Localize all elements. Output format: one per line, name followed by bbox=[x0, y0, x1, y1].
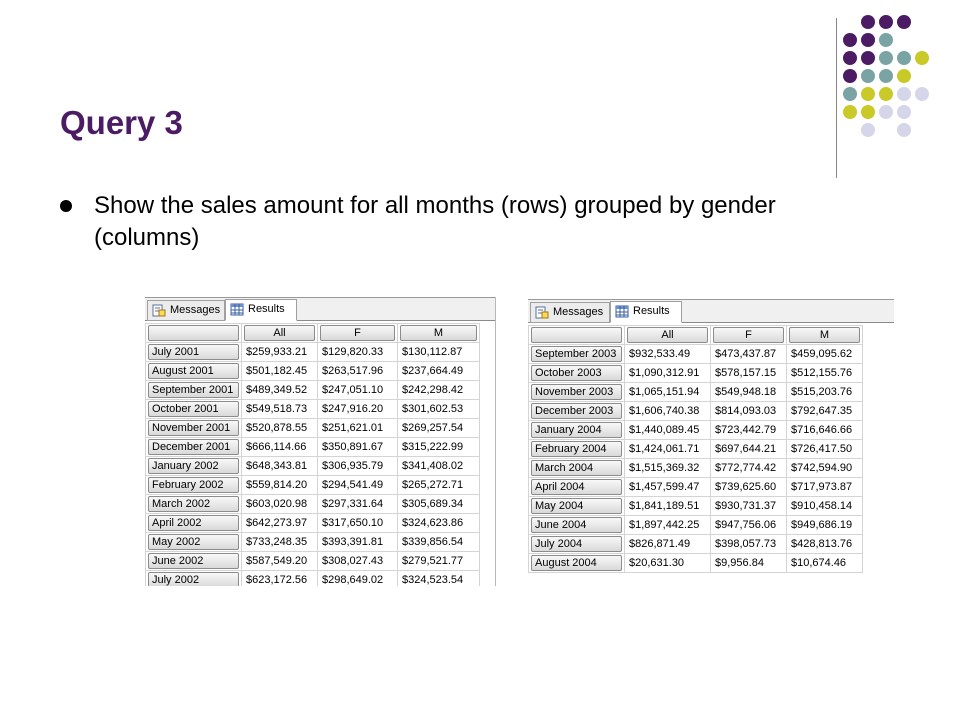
value-cell[interactable]: $237,664.49 bbox=[398, 362, 480, 381]
decorative-dot bbox=[843, 87, 857, 101]
value-cell[interactable]: $306,935.79 bbox=[318, 457, 398, 476]
row-header[interactable]: September 2001 bbox=[148, 382, 239, 398]
value-cell[interactable]: $772,774.42 bbox=[711, 459, 787, 478]
table-row bbox=[146, 571, 480, 587]
header-row bbox=[146, 324, 480, 343]
value-cell[interactable]: $930,731.37 bbox=[711, 497, 787, 516]
table-row bbox=[146, 438, 480, 457]
value-cell[interactable]: $1,515,369.32 bbox=[625, 459, 711, 478]
decorative-vertical-line bbox=[836, 18, 837, 178]
row-header[interactable]: May 2002 bbox=[148, 534, 239, 550]
value-cell[interactable]: $247,051.10 bbox=[318, 381, 398, 400]
value-cell[interactable]: $9,956.84 bbox=[711, 554, 787, 573]
value-cell[interactable]: $642,273.97 bbox=[242, 514, 318, 533]
row-header-cell bbox=[529, 478, 625, 497]
row-header-cell bbox=[529, 459, 625, 478]
corner-header bbox=[529, 326, 625, 345]
table-row bbox=[529, 421, 863, 440]
value-cell[interactable]: $512,155.76 bbox=[787, 364, 863, 383]
table-row bbox=[529, 364, 863, 383]
left-results-panel bbox=[145, 297, 496, 586]
value-cell[interactable]: $263,517.96 bbox=[318, 362, 398, 381]
row-header[interactable]: December 2003 bbox=[531, 403, 622, 419]
bullet-text: Show the sales amount for all months (rows) grouped by gender (columns) bbox=[94, 192, 776, 251]
value-cell[interactable]: $305,689.34 bbox=[398, 495, 480, 514]
value-cell[interactable]: $297,331.64 bbox=[318, 495, 398, 514]
panel-border bbox=[495, 297, 496, 586]
row-header[interactable]: January 2002 bbox=[148, 458, 239, 474]
row-header[interactable]: August 2004 bbox=[531, 555, 622, 571]
column-header-cell bbox=[625, 326, 711, 345]
row-header[interactable]: July 2004 bbox=[531, 536, 622, 552]
value-cell[interactable]: $20,631.30 bbox=[625, 554, 711, 573]
value-cell[interactable]: $697,644.21 bbox=[711, 440, 787, 459]
column-header-cell bbox=[398, 324, 480, 343]
decorative-dot bbox=[897, 87, 911, 101]
row-header-cell bbox=[529, 535, 625, 554]
value-cell[interactable]: $324,623.86 bbox=[398, 514, 480, 533]
row-header[interactable]: August 2001 bbox=[148, 363, 239, 379]
decorative-dot bbox=[897, 69, 911, 83]
row-header[interactable]: June 2002 bbox=[148, 553, 239, 569]
row-header-cell bbox=[529, 383, 625, 402]
table-row bbox=[529, 383, 863, 402]
value-cell[interactable]: $726,417.50 bbox=[787, 440, 863, 459]
value-cell[interactable]: $578,157.15 bbox=[711, 364, 787, 383]
row-header-cell bbox=[146, 381, 242, 400]
value-cell[interactable]: $826,871.49 bbox=[625, 535, 711, 554]
row-header[interactable]: April 2002 bbox=[148, 515, 239, 531]
corner-header-button[interactable] bbox=[531, 327, 622, 343]
tab-messages-label: Messages bbox=[170, 304, 221, 316]
row-header-cell bbox=[146, 362, 242, 381]
row-header[interactable]: March 2002 bbox=[148, 496, 239, 512]
value-cell[interactable]: $949,686.19 bbox=[787, 516, 863, 535]
decorative-dot bbox=[879, 87, 893, 101]
decorative-dot bbox=[843, 51, 857, 65]
table-row bbox=[529, 402, 863, 421]
value-cell[interactable]: $792,647.35 bbox=[787, 402, 863, 421]
tab-messages[interactable] bbox=[147, 300, 225, 321]
value-cell[interactable]: $559,814.20 bbox=[242, 476, 318, 495]
value-cell[interactable]: $587,549.20 bbox=[242, 552, 318, 571]
row-header-cell bbox=[529, 497, 625, 516]
value-cell[interactable]: $393,391.81 bbox=[318, 533, 398, 552]
value-cell[interactable]: $398,057.73 bbox=[711, 535, 787, 554]
value-cell[interactable]: $129,820.33 bbox=[318, 343, 398, 362]
table-row bbox=[146, 533, 480, 552]
decorative-dot bbox=[861, 15, 875, 29]
row-header-cell bbox=[529, 345, 625, 364]
value-cell[interactable]: $350,891.67 bbox=[318, 438, 398, 457]
column-header-cell bbox=[787, 326, 863, 345]
messages-icon bbox=[152, 304, 166, 317]
value-cell[interactable]: $739,625.60 bbox=[711, 478, 787, 497]
tab-results-label: Results bbox=[633, 305, 670, 317]
decorative-dot bbox=[861, 123, 875, 137]
value-cell[interactable]: $910,458.14 bbox=[787, 497, 863, 516]
table-row bbox=[529, 440, 863, 459]
value-cell[interactable]: $279,521.77 bbox=[398, 552, 480, 571]
decorative-dot bbox=[879, 15, 893, 29]
table-row bbox=[146, 362, 480, 381]
row-header-cell bbox=[529, 554, 625, 573]
decorative-dot bbox=[861, 33, 875, 47]
table-row bbox=[529, 535, 863, 554]
value-cell[interactable]: $294,541.49 bbox=[318, 476, 398, 495]
row-header[interactable]: June 2004 bbox=[531, 517, 622, 533]
decorative-dot bbox=[861, 51, 875, 65]
value-cell[interactable]: $648,343.81 bbox=[242, 457, 318, 476]
table-row bbox=[529, 554, 863, 573]
value-cell[interactable]: $1,440,089.45 bbox=[625, 421, 711, 440]
decorative-dot bbox=[897, 51, 911, 65]
tab-strip bbox=[528, 300, 894, 323]
value-cell[interactable]: $549,518.73 bbox=[242, 400, 318, 419]
decorative-dot bbox=[879, 51, 893, 65]
results-grid-icon bbox=[230, 303, 244, 316]
table-row bbox=[146, 514, 480, 533]
table-row bbox=[146, 457, 480, 476]
row-header[interactable]: December 2001 bbox=[148, 439, 239, 455]
row-header-cell bbox=[146, 438, 242, 457]
decorative-dot bbox=[861, 69, 875, 83]
decorative-dot bbox=[843, 69, 857, 83]
value-cell[interactable]: $247,916.20 bbox=[318, 400, 398, 419]
value-cell[interactable]: $520,878.55 bbox=[242, 419, 318, 438]
value-cell[interactable]: $1,090,312.91 bbox=[625, 364, 711, 383]
decorative-dot bbox=[897, 15, 911, 29]
value-cell[interactable]: $428,813.76 bbox=[787, 535, 863, 554]
column-header-f[interactable]: F bbox=[713, 327, 784, 343]
row-header[interactable]: July 2002 bbox=[148, 572, 239, 586]
column-header-all[interactable]: All bbox=[244, 325, 315, 341]
value-cell[interactable]: $742,594.90 bbox=[787, 459, 863, 478]
value-cell[interactable]: $515,203.76 bbox=[787, 383, 863, 402]
right-results-panel bbox=[528, 299, 894, 586]
row-header-cell bbox=[146, 419, 242, 438]
value-cell[interactable]: $259,933.21 bbox=[242, 343, 318, 362]
row-header-cell bbox=[529, 421, 625, 440]
row-header[interactable]: February 2002 bbox=[148, 477, 239, 493]
row-header-cell bbox=[146, 476, 242, 495]
column-header-cell bbox=[318, 324, 398, 343]
row-header-cell bbox=[146, 457, 242, 476]
value-cell[interactable]: $339,856.54 bbox=[398, 533, 480, 552]
results-grid-icon bbox=[615, 305, 629, 318]
table-row bbox=[146, 495, 480, 514]
value-cell[interactable]: $1,065,151.94 bbox=[625, 383, 711, 402]
tab-results-label: Results bbox=[248, 303, 285, 315]
row-header[interactable]: July 2001 bbox=[148, 344, 239, 360]
table-row bbox=[146, 552, 480, 571]
table-row bbox=[146, 381, 480, 400]
row-header-cell bbox=[529, 440, 625, 459]
decorative-dot bbox=[879, 105, 893, 119]
decorative-dot bbox=[879, 33, 893, 47]
results-grid bbox=[528, 325, 863, 573]
row-header-cell bbox=[146, 343, 242, 362]
decorative-dot bbox=[879, 69, 893, 83]
row-header[interactable]: November 2001 bbox=[148, 420, 239, 436]
row-header[interactable]: May 2004 bbox=[531, 498, 622, 514]
value-cell[interactable]: $814,093.03 bbox=[711, 402, 787, 421]
column-header-cell bbox=[242, 324, 318, 343]
results-grid bbox=[145, 323, 480, 586]
value-cell[interactable]: $473,437.87 bbox=[711, 345, 787, 364]
value-cell[interactable]: $716,646.66 bbox=[787, 421, 863, 440]
value-cell[interactable]: $315,222.99 bbox=[398, 438, 480, 457]
value-cell[interactable]: $489,349.52 bbox=[242, 381, 318, 400]
value-cell[interactable]: $1,606,740.38 bbox=[625, 402, 711, 421]
table-row bbox=[529, 516, 863, 535]
slide-title: Query 3 bbox=[60, 104, 183, 141]
table-row bbox=[146, 419, 480, 438]
messages-icon bbox=[535, 306, 549, 319]
value-cell[interactable]: $501,182.45 bbox=[242, 362, 318, 381]
value-cell[interactable]: $1,457,599.47 bbox=[625, 478, 711, 497]
column-header-m[interactable]: M bbox=[789, 327, 860, 343]
value-cell[interactable]: $130,112.87 bbox=[398, 343, 480, 362]
value-cell[interactable]: $317,650.10 bbox=[318, 514, 398, 533]
value-cell[interactable]: $269,257.54 bbox=[398, 419, 480, 438]
tab-strip bbox=[145, 298, 496, 321]
row-header-cell bbox=[146, 571, 242, 587]
row-header-cell bbox=[146, 533, 242, 552]
bullet-dot-icon bbox=[60, 200, 72, 212]
row-header[interactable]: November 2003 bbox=[531, 384, 622, 400]
row-header[interactable]: February 2004 bbox=[531, 441, 622, 457]
corner-header-button[interactable] bbox=[148, 325, 239, 341]
column-header-m[interactable]: M bbox=[400, 325, 477, 341]
value-cell[interactable]: $932,533.49 bbox=[625, 345, 711, 364]
value-cell[interactable]: $1,841,189.51 bbox=[625, 497, 711, 516]
row-header[interactable]: April 2004 bbox=[531, 479, 622, 495]
decorative-dot bbox=[915, 87, 929, 101]
row-header-cell bbox=[146, 400, 242, 419]
value-cell[interactable]: $308,027.43 bbox=[318, 552, 398, 571]
value-cell[interactable]: $666,114.66 bbox=[242, 438, 318, 457]
corner-header bbox=[146, 324, 242, 343]
value-cell[interactable]: $265,272.71 bbox=[398, 476, 480, 495]
table-row bbox=[146, 476, 480, 495]
row-header[interactable]: January 2004 bbox=[531, 422, 622, 438]
decorative-dot bbox=[897, 105, 911, 119]
value-cell[interactable]: $324,523.54 bbox=[398, 571, 480, 587]
column-header-f[interactable]: F bbox=[320, 325, 395, 341]
value-cell[interactable]: $947,756.06 bbox=[711, 516, 787, 535]
decorative-dot-cluster bbox=[820, 10, 950, 160]
value-cell[interactable]: $549,948.18 bbox=[711, 383, 787, 402]
value-cell[interactable]: $717,973.87 bbox=[787, 478, 863, 497]
row-header-cell bbox=[146, 495, 242, 514]
table-row bbox=[529, 478, 863, 497]
table-row bbox=[529, 459, 863, 478]
value-cell[interactable]: $251,621.01 bbox=[318, 419, 398, 438]
value-cell[interactable]: $733,248.35 bbox=[242, 533, 318, 552]
row-header[interactable]: October 2001 bbox=[148, 401, 239, 417]
table-row bbox=[529, 497, 863, 516]
tab-messages[interactable] bbox=[530, 302, 610, 323]
value-cell[interactable]: $10,674.46 bbox=[787, 554, 863, 573]
row-header-cell bbox=[529, 516, 625, 535]
row-header[interactable]: March 2004 bbox=[531, 460, 622, 476]
tab-messages-label: Messages bbox=[553, 306, 604, 318]
tab-results[interactable] bbox=[225, 299, 297, 321]
value-cell[interactable]: $723,442.79 bbox=[711, 421, 787, 440]
value-cell[interactable]: $623,172.56 bbox=[242, 571, 318, 587]
column-header-cell bbox=[711, 326, 787, 345]
value-cell[interactable]: $298,649.02 bbox=[318, 571, 398, 587]
value-cell[interactable]: $459,095.62 bbox=[787, 345, 863, 364]
row-header-cell bbox=[529, 364, 625, 383]
value-cell[interactable]: $1,424,061.71 bbox=[625, 440, 711, 459]
row-header-cell bbox=[529, 402, 625, 421]
row-header-cell bbox=[146, 552, 242, 571]
table-row bbox=[146, 343, 480, 362]
value-cell[interactable]: $603,020.98 bbox=[242, 495, 318, 514]
value-cell[interactable]: $301,602.53 bbox=[398, 400, 480, 419]
row-header[interactable]: September 2003 bbox=[531, 346, 622, 362]
row-header-cell bbox=[146, 514, 242, 533]
value-cell[interactable]: $341,408.02 bbox=[398, 457, 480, 476]
row-header[interactable]: October 2003 bbox=[531, 365, 622, 381]
value-cell[interactable]: $242,298.42 bbox=[398, 381, 480, 400]
decorative-dot bbox=[861, 105, 875, 119]
decorative-dot bbox=[861, 87, 875, 101]
table-row bbox=[146, 400, 480, 419]
decorative-dot bbox=[843, 105, 857, 119]
decorative-dot bbox=[915, 51, 929, 65]
table-row bbox=[529, 345, 863, 364]
decorative-dot bbox=[897, 123, 911, 137]
value-cell[interactable]: $1,897,442.25 bbox=[625, 516, 711, 535]
tab-results[interactable] bbox=[610, 301, 682, 323]
column-header-all[interactable]: All bbox=[627, 327, 708, 343]
decorative-dot bbox=[843, 33, 857, 47]
header-row bbox=[529, 326, 863, 345]
